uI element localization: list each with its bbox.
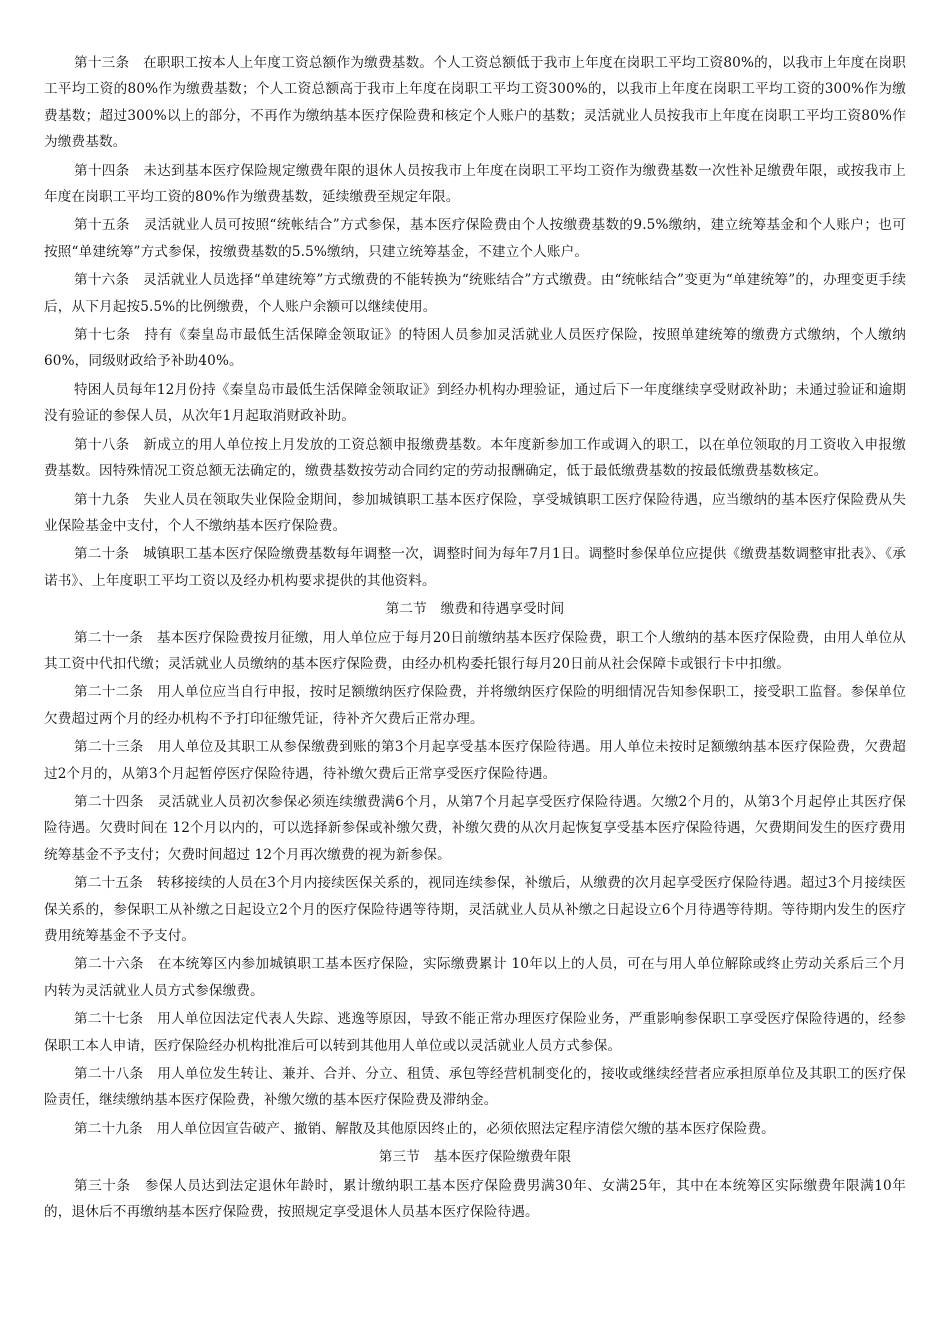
article-23: 第二十三条 用人单位及其职工从参保缴费到账的第3个月起享受基本医疗保险待遇。用人单位未按时足额缴纳基本医疗保险费，欠费超过2个月的，从第3个月起暂停医疗保险待遇，待补缴欠费后正常享受医疗保险待遇。 bbox=[44, 739, 906, 782]
section-3-heading: 第三节 基本医疗保险缴费年限 bbox=[378, 1149, 572, 1166]
article-21: 第二十一条 基本医疗保险费按月征缴，用人单位应于每月20日前缴纳基本医疗保险费，职工个人缴纳的基本医疗保险费，由用人单位从其工资中代扣代缴；灵活就业人员缴纳的基本医疗保险费，由经办机构委托银行每月20日前从社会保障卡或银行卡中扣缴。 bbox=[44, 629, 906, 672]
section-2-heading: 第二节 缴费和待遇享受时间 bbox=[385, 601, 565, 618]
article-14: 第十四条 未达到基本医疗保险规定缴费年限的退休人员按我市上年度在岗职工平均工资作为缴费基数一次性补足缴费年限，或按我市上年度在岗职工平均工资的80%作为缴费基数，延续缴费至规定年限。 bbox=[44, 162, 906, 206]
article-18: 第十八条 新成立的用人单位按上月发放的工资总额申报缴费基数。本年度新参加工作或调入的职工，以在单位领取的月工资收入申报缴费基数。因特殊情况工资总额无法确定的，缴费基数按劳动合同约定的劳动报酬确定，低于最低缴费基数的按最低缴费基数核定。 bbox=[44, 436, 906, 480]
article-24: 第二十四条 灵活就业人员初次参保必须连续缴费满6个月，从第7个月起享受医疗保险待遇。欠缴2个月的，从第3个月起停止其医疗保险待遇。欠费时间在 12个月以内的，可以选择新参保或补缴欠费，补缴欠费的从次月起恢复享受基本医疗保险待遇，欠费期间发生的医疗费用统筹基金不予支付；欠费时间超过 12个月再次缴费的视为新参保。 bbox=[44, 793, 906, 863]
article-19: 第十九条 失业人员在领取失业保险金期间，参加城镇职工基本医疗保险，享受城镇职工医疗保险待遇，应当缴纳的基本医疗保险费从失业保险基金中支付，个人不缴纳基本医疗保险费。 bbox=[44, 491, 906, 534]
article-27: 第二十七条 用人单位因法定代表人失踪、逃逸等原因，导致不能正常办理医疗保险业务，严重影响参保职工享受医疗保险待遇的，经参保职工本人申请，医疗保险经办机构批准后可以转到其他用人单位或以灵活就业人员方式参保。 bbox=[44, 1011, 906, 1054]
article-17: 第十七条 持有《秦皇岛市最低生活保障金领取证》的特困人员参加灵活就业人员医疗保险，按照单建统筹的缴费方式缴纳，个人缴纳60%，同级财政给予补助40%。 bbox=[44, 327, 906, 370]
article-28: 第二十八条 用人单位发生转让、兼并、合并、分立、租赁、承包等经营机制变化的，接收或继续经营者应承担原单位及其职工的医疗保险责任，继续缴纳基本医疗保险费，补缴欠缴的基本医疗保险费及滞纳金。 bbox=[44, 1066, 906, 1109]
article-30: 第三十条 参保人员达到法定退休年龄时，累计缴纳职工基本医疗保险费男满30年、女满25年，其中在本统筹区实际缴费年限满10年的，退休后不再缴纳基本医疗保险费，按照规定享受退休人员基本医疗保险待遇。 bbox=[44, 1177, 906, 1221]
article-20: 第二十条 城镇职工基本医疗保险缴费基数每年调整一次，调整时间为每年7月1日。调整时参保单位应提供《缴费基数调整审批表》、《承诺书》、上年度职工平均工资以及经办机构要求提供的其他资料。 bbox=[44, 546, 906, 589]
article-15: 第十五条 灵活就业人员可按照“统帐结合”方式参保，基本医疗保险费由个人按缴费基数的9.5%缴纳，建立统筹基金和个人账户；也可按照“单建统筹”方式参保，按缴费基数的5.5%缴纳，只建立统筹基金，不建立个人账户。 bbox=[44, 217, 906, 260]
article-17-supplement: 特困人员每年12月份持《秦皇岛市最低生活保障金领取证》到经办机构办理验证，通过后下一年度继续享受财政补助；未通过验证和逾期没有验证的参保人员，从次年1月起取消财政补助。 bbox=[44, 381, 906, 425]
document-page bbox=[44, 50, 906, 1227]
article-22: 第二十二条 用人单位应当自行申报，按时足额缴纳医疗保险费，并将缴纳医疗保险的明细情况告知参保职工，接受职工监督。参保单位欠费超过两个月的经办机构不予打印征缴凭证，待补齐欠费后正常办理。 bbox=[44, 684, 906, 727]
article-13: 第十三条 在职职工按本人上年度工资总额作为缴费基数。个人工资总额低于我市上年度在岗职工平均工资80%的，以我市上年度在岗职工平均工资的80%作为缴费基数；个人工资总额高于我市上年度在岗职工平均工资300%的，以我市上年度在岗职工平均工资的300%作为缴费基数；超过300%以上的部分，不再作为缴纳基本医疗保险费和核定个人账户的基数；灵活就业人员按我市上年度在岗职工平均工资80%作为缴费基数。 bbox=[44, 55, 906, 151]
article-29: 第二十九条 用人单位因宣告破产、撤销、解散及其他原因终止的，必须依照法定程序清偿欠缴的基本医疗保险费。 bbox=[74, 1120, 775, 1137]
article-26: 第二十六条 在本统筹区内参加城镇职工基本医疗保险，实际缴费累计 10年以上的人员，可在与用人单位解除或终止劳动关系后三个月内转为灵活就业人员方式参保缴费。 bbox=[44, 956, 906, 999]
article-25: 第二十五条 转移接续的人员在3个月内接续医保关系的，视同连续参保，补缴后，从缴费的次月起享受医疗保险待遇。超过3个月接续医保关系的，参保职工从补缴之日起设立2个月的医疗保险待遇等待期，灵活就业人员从补缴之日起设立6个月待遇等待期。等待期内发生的医疗费用统筹基金不予支付。 bbox=[44, 875, 906, 944]
article-16: 第十六条 灵活就业人员选择“单建统筹”方式缴费的不能转换为“统账结合”方式缴费。由“统帐结合”变更为“单建统筹”的，办理变更手续后，从下月起按5.5%的比例缴费，个人账户余额可以继续使用。 bbox=[44, 272, 906, 315]
